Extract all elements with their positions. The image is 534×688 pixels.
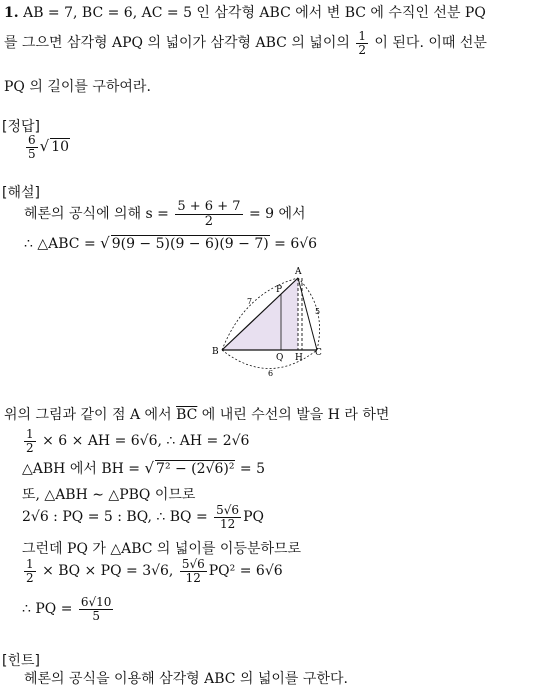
step-7: ∴ PQ = $\frac{6√10}{5}$ (22, 595, 112, 623)
problem-text-2b: 이 된다. 이때 선분 (374, 35, 487, 52)
label-b: B (212, 347, 219, 357)
problem-fraction: $\frac{1}{2}$ (358, 29, 366, 57)
triangle-figure (205, 262, 340, 380)
step-2: △ABH 에서 BH = √ 7² − (2√6)² = 5 (22, 459, 265, 477)
solution-paragraph: 위의 그림과 같이 점 A 에서 $\overline{BC}$ 에 내린 수선의 발을 H 라 하면 (4, 407, 390, 423)
step-3: 또, △ABH ∼ △PBQ 이므로 (22, 487, 196, 503)
area-line: ∴ △ABC = √ 9(9 − 5)(9 − 6)(9 − 7) = 6√6 (24, 234, 318, 252)
label-p: P (276, 285, 283, 295)
problem-line-3: PQ 의 길이를 구하여라. (4, 79, 151, 95)
problem-text-1: AB = 7, BC = 6, AC = 5 인 삼각형 ABC 에서 변 BC 에 수직인 선분 PQ (23, 5, 486, 21)
answer-header: [정답] (2, 119, 40, 135)
problem-line-2 (4, 30, 487, 56)
problem-line-1 (4, 2, 486, 22)
hint-header: [힌트] (2, 653, 40, 669)
heron-line: 헤론의 공식에 의해 s = $\frac{5 + 6 + 7}{2}$ = 9 에서 (24, 199, 306, 229)
answer-value: $\frac{6}{5}$ √ 10 (28, 133, 70, 161)
problem-text-2: 를 그으면 삼각형 APQ 의 넓이가 삼각형 ABC 의 넓이의 (4, 35, 350, 52)
problem-number: 1. (4, 5, 19, 21)
label-c: C (315, 348, 322, 358)
label-h: H (295, 353, 303, 363)
label-q: Q (276, 353, 284, 363)
label-a: A (295, 267, 302, 277)
step-6: $\frac{1}{2}$ × BQ × PQ = 3√6, $\frac{5√6}{12}$ PQ² = 6√6 (26, 557, 283, 585)
hint-text: 헤론의 공식을 이용해 삼각형 ABC 의 넓이를 구한다. (24, 671, 348, 687)
label-side-ab: 7 (247, 297, 253, 306)
step-1: $\frac{1}{2}$ × 6 × AH = 6√6, ∴ AH = 2√6 (26, 427, 250, 455)
step-5: 그런데 PQ 가 △ABC 의 넓이를 이등분하므로 (22, 541, 302, 557)
solution-header: [해설] (2, 185, 40, 201)
label-side-bc: 6 (268, 369, 274, 378)
label-side-ac: 5 (315, 307, 321, 316)
step-4: 2√6 : PQ = 5 : BQ, ∴ BQ = $\frac{5√6}{12}$ PQ (22, 503, 264, 531)
